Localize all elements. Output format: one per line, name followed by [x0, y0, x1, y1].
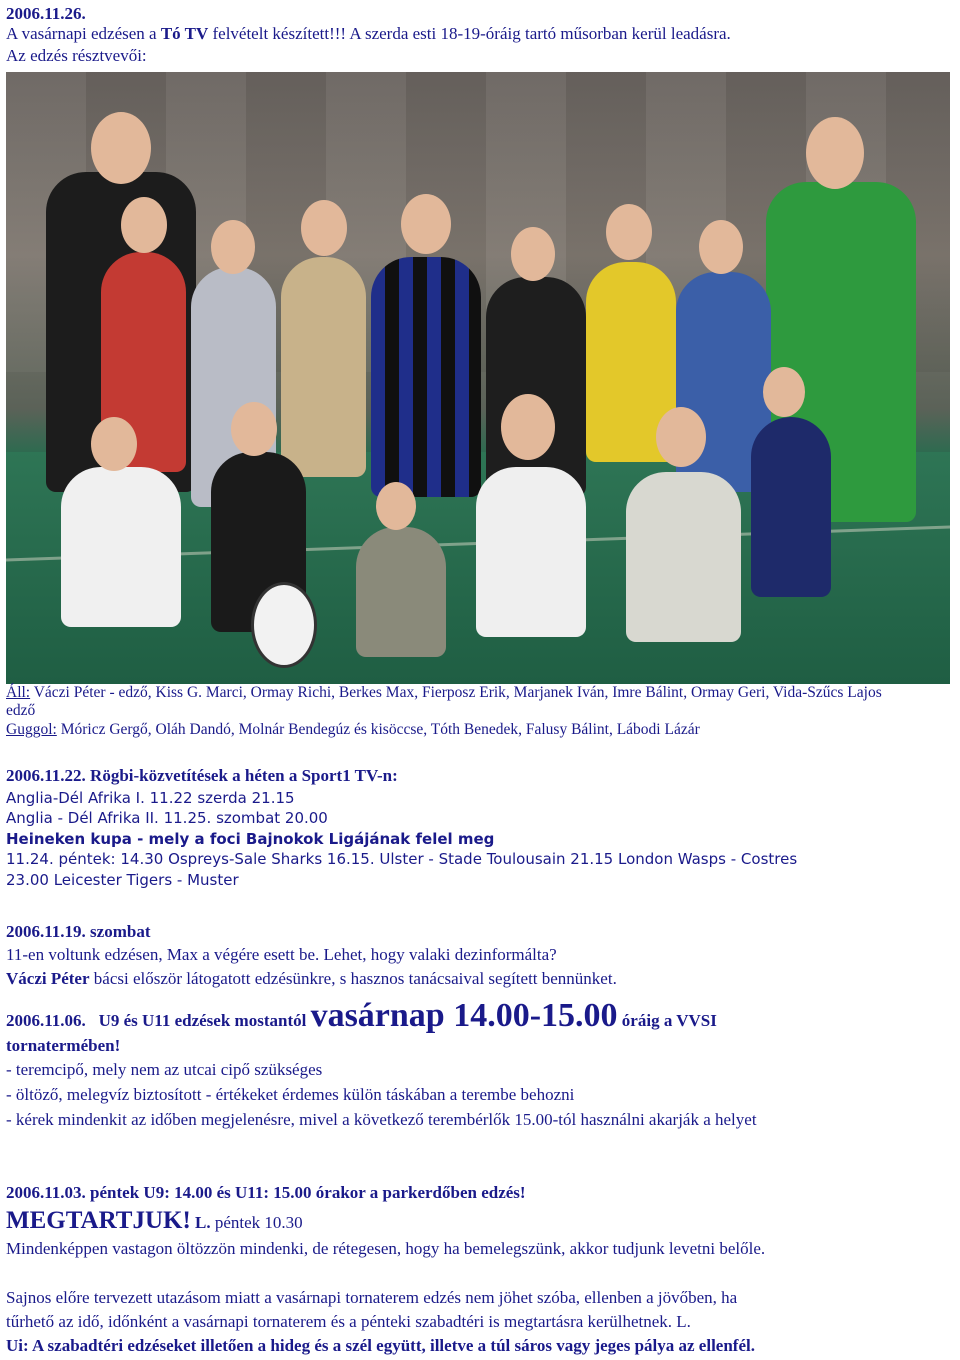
photo-head [121, 197, 167, 253]
photo-kid-small [356, 527, 446, 657]
nov19-line-2-text: bácsi először látogatott edzésünkre, s hasznos tanácsaival segített bennünket. [89, 969, 617, 988]
closing-line-2: tűrhető az idő, időnként a vasárnapi tornaterem és a pénteki szabadtéri is megtartásra kerülhetnek. L. [6, 1312, 691, 1331]
tv-announcement-a: A vasárnapi edzésen a [6, 24, 161, 43]
photo-kid [281, 257, 366, 477]
nov19-heading: 2006.11.19. szombat [6, 922, 151, 941]
photo-kid [486, 277, 586, 497]
photo-head [501, 394, 555, 460]
photo-head [301, 200, 347, 256]
photo-head [699, 220, 743, 274]
caption-crouching [6, 720, 700, 740]
nov06-rule-3: - kérek mindenkit az időben megjelenésre, mivel a következő terembérlők 15.00-tól használni akarják a helyet [6, 1110, 757, 1129]
closing-postscript: Ui: A szabadtéri edzéseket illetően a hideg és a szél együtt, illetve a túl sáros vagy jeges pálya az ellenfél. [6, 1336, 755, 1355]
photo-head [91, 112, 151, 184]
nov19-line-2 [6, 969, 617, 989]
tv-schedule-line-2: Anglia - Dél Afrika II. 11.25. szombat 20.00 [6, 809, 328, 827]
nov06-rule-2: - öltöző, melegvíz biztosított - értékeket érdemes külön táskában a terembe behozni [6, 1085, 575, 1104]
team-photo [6, 72, 950, 684]
nov03-confirm [6, 1204, 303, 1240]
nov06-date: 2006.11.06. [6, 1011, 86, 1030]
caption-crouching-label: Guggol: [6, 721, 57, 738]
tv-announcement-b: felvételt készített!!! A szerda esti 18-19-óráig tartó műsorban kerül leadásra. [208, 24, 731, 43]
nov03-advice: Mindenképpen vastagon öltözzön mindenki, de rétegesen, hogy ha bemelegszünk, akkor tudjunk levetni belőle. [6, 1239, 766, 1258]
caption-standing-cont: edző [6, 702, 36, 719]
photo-kid-number-8 [476, 467, 586, 637]
participants-label: Az edzés résztvevői: [6, 46, 147, 65]
nov03-confirm-time: péntek 10.30 [210, 1213, 303, 1232]
nov19-line-1: 11-en voltunk edzésen, Max a végére esett be. Lehet, hogy valaki dezinformálta? [6, 945, 557, 964]
tv-schedule-heading: 2006.11.22. Rögbi-közvetítések a héten a Sport1 TV-n: [6, 766, 398, 785]
nov06-rule-1: - teremcipő, mely nem az utcai cipő szükséges [6, 1060, 323, 1079]
photo-head [376, 482, 416, 530]
caption-standing-names: Váczi Péter - edző, Kiss G. Marci, Ormay Richi, Berkes Max, Fierposz Erik, Marjanek Iván, Imre Bálint, Ormay Geri, Vida-Szűcs Lajos [30, 684, 882, 701]
photo-kid [626, 472, 741, 642]
nov03-confirm-initial: L. [190, 1213, 211, 1232]
nov06-time: vasárnap 14.00-15.00 [310, 997, 618, 1034]
caption-standing-label: Áll: [6, 684, 31, 701]
closing-line-1: Sajnos előre tervezett utazásom miatt a vasárnapi tornaterem edzés nem jöhet szóba, ellenben a jövőben, ha [6, 1288, 738, 1307]
date-2006-11-26: 2006.11.26. [6, 4, 86, 23]
photo-head [91, 417, 137, 471]
nov19-name: Váczi Péter [6, 969, 90, 988]
tv-schedule-line-1: Anglia-Dél Afrika I. 11.22 szerda 21.15 [6, 789, 295, 807]
nov03-confirm-big: MEGTARTJUK! [6, 1207, 191, 1234]
tv-schedule-line-3: Heineken kupa - mely a foci Bajnokok Ligájának felel meg [6, 830, 495, 848]
nov03-heading: 2006.11.03. péntek U9: 14.00 és U11: 15.00 órakor a parkerdőben edzés! [6, 1183, 526, 1202]
photo-head [511, 227, 555, 281]
nov06-text-b: óráig a VVSI [617, 1011, 717, 1030]
photo-head [763, 367, 805, 417]
rugby-ball [251, 582, 317, 668]
photo-head [806, 117, 864, 189]
photo-head [401, 194, 451, 254]
tv-schedule-line-4: 11.24. péntek: 14.30 Ospreys-Sale Sharks 16.15. Ulster - Stade Toulousain 21.15 London Wasps - Costres [6, 850, 798, 868]
tv-schedule-line-5: 23.00 Leicester Tigers - Muster [6, 871, 239, 889]
photo-kid [751, 417, 831, 597]
caption-standing [6, 683, 882, 703]
nov06-location: tornatermében! [6, 1036, 121, 1055]
photo-head [231, 402, 277, 456]
nov06-text-a: U9 és U11 edzések mostantól [98, 1011, 311, 1030]
photo-head [656, 407, 706, 467]
tv-name: Tó TV [160, 24, 209, 43]
tv-announcement [6, 24, 731, 44]
nov06-line [6, 996, 717, 1041]
photo-kid [61, 467, 181, 627]
caption-crouching-names: Móricz Gergő, Oláh Dandó, Molnár Bendegúz és kisöccse, Tóth Benedek, Falusy Bálint, Lábodi Lázár [56, 721, 700, 738]
photo-head [606, 204, 652, 260]
photo-head [211, 220, 255, 274]
photo-kid-inter-shirt [371, 257, 481, 497]
